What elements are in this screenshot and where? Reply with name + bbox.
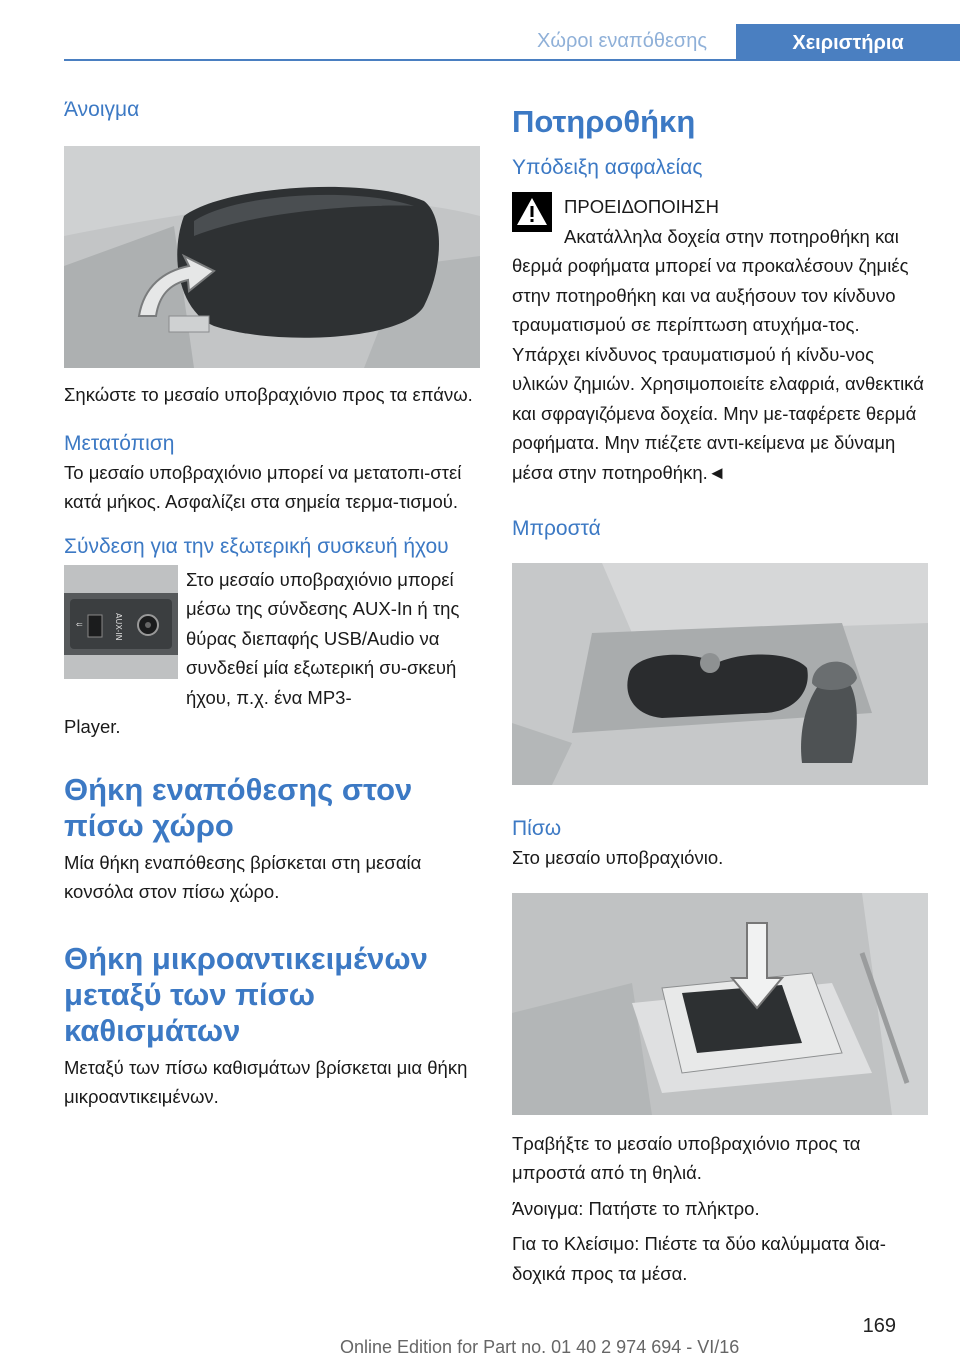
shift-text: Το μεσαίο υποβραχιόνιο μπορεί να μετατοπι-στεί κατά μήκος. Ασφαλίζει στα σημεία τερμα-τισμού. (64, 461, 462, 512)
warning-body: Ακατάλληλα δοχεία στην ποτηροθήκη και θερμά ροφήματα μπορεί να προκαλέσουν ζημιές στην ποτηροθήκη και να αυξήσουν τον κίνδυνο τραυματισμού σε περίπτωση ατυχήμα-τος. Υπάρχει κίνδυνος τραυματισμού ή κίνδυ-νος υλικών ζημιών. Χρησιμοποιείτε ελαφριά, ανθεκτικά και σφραγιζόμενα δοχεία. Μην με-ταφέρετε θερμά ροφήματα. Μην πιέζετε αντι-κείμενα με δύναμη μέσα στην ποτηροθήκη.◄ (512, 225, 924, 483)
rear-storage-heading: Θήκη εναπόθεσης στον πίσω χώρο (64, 771, 413, 843)
aux-heading: Σύνδεση για την εξωτερική συσκευή ήχου (64, 534, 449, 558)
shift-heading: Μετατόπιση (64, 431, 175, 455)
front-heading: Μπροστά (512, 517, 601, 540)
page-number: 169 (862, 1315, 896, 1337)
open-heading: Άνοιγμα (64, 98, 140, 121)
warning-triangle-icon (512, 192, 552, 232)
left-column (64, 90, 480, 1112)
edition-line: Online Edition for Part no. 01 40 2 974 694 - VI/16 (340, 1337, 740, 1357)
aux-text-end: Player. (64, 716, 121, 737)
usb-symbol-icon: ⇐ (76, 619, 83, 629)
header-section: Χώροι εναπόθεσης (537, 30, 707, 52)
aux-block (64, 565, 480, 742)
rear-heading: Πίσω (512, 817, 562, 840)
open-instruction: Άνοιγμα: Πατήστε το πλήκτρο. (512, 1197, 760, 1219)
armrest-illustration (64, 146, 480, 368)
rear-armrest-illustration (512, 893, 928, 1115)
warning-text (512, 222, 928, 488)
rear-storage-text: Μία θήκη εναπόθεσης βρίσκεται στη μεσαία κονσόλα στον πίσω χώρο. (64, 851, 422, 902)
close-instruction: Για το Κλείσιμο: Πιέστε τα δύο καλύμματα δια-δοχικά προς τα μέσα. (512, 1233, 886, 1284)
pull-text: Τραβήξτε το μεσαίο υποβραχιόνιο προς τα μπροστά από τη θηλιά. (512, 1132, 861, 1183)
cupholder-heading: Ποτηροθήκη (512, 104, 696, 139)
small-items-text: Μεταξύ των πίσω καθισμάτων βρίσκεται μια θήκη μικροαντικειμένων. (64, 1056, 468, 1107)
armrest-photo (64, 146, 480, 368)
rear-armrest-photo (512, 893, 928, 1115)
aux-usb-illustration (64, 565, 178, 679)
safety-heading: Υπόδειξη ασφαλείας (512, 156, 703, 179)
open-text: Σηκώστε το μεσαίο υποβραχιόνιο προς τα επάνω. (64, 384, 473, 405)
header-chapter-tab: Χειριστήρια (736, 24, 960, 60)
front-cupholder-photo (512, 563, 928, 785)
small-items-heading: Θήκη μικροαντικειμένων μεταξύ των πίσω καθισμάτων (64, 940, 428, 1048)
page-header (0, 0, 960, 60)
warning-label: ΠΡΟΕΙΔΟΠΟΙΗΣΗ (564, 196, 719, 217)
front-cupholder-illustration (512, 563, 928, 785)
rear-intro-text: Στο μεσαίο υποβραχιόνιο. (512, 847, 724, 868)
aux-text: Στο μεσαίο υποβραχιόνιο μπορεί μέσω της σύνδεσης AUX-In ή της θύρας διεπαφής USB/Audio να συνδεθεί μία εξωτερική συ-σκευή ήχου, π.χ. ένα MP3- (186, 568, 460, 708)
aux-usb-photo (64, 565, 178, 679)
warning-block (512, 192, 928, 487)
aux-port-label: AUX-IN (114, 612, 123, 641)
right-column (512, 90, 928, 1288)
header-rule (64, 59, 960, 61)
